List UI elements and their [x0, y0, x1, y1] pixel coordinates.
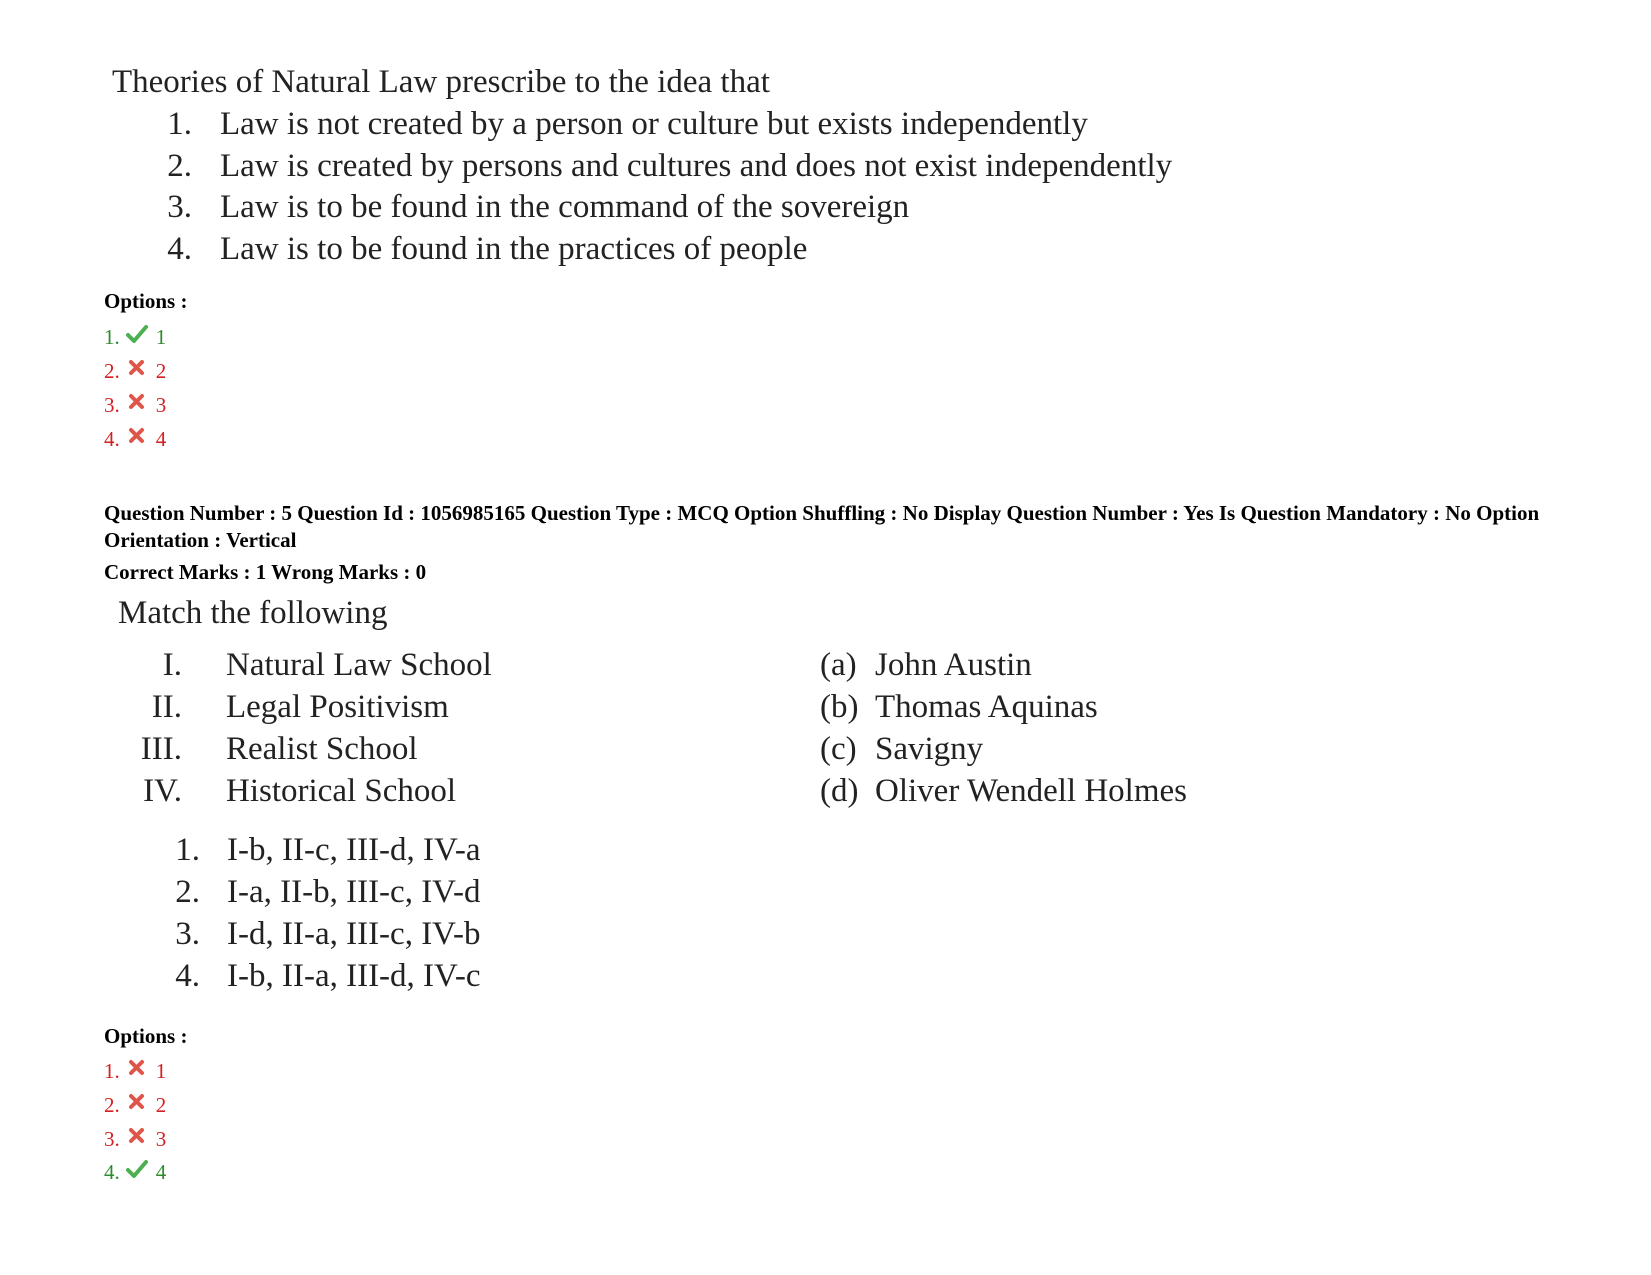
q5-choice-text: I-d, II-a, III-c, IV-b — [227, 916, 481, 952]
q4-option-2 — [104, 359, 166, 384]
q5-option-1 — [104, 1059, 166, 1084]
check-mark-icon — [126, 1159, 148, 1179]
cross-mark-icon — [126, 1058, 148, 1078]
q5-left-number: II. — [151, 689, 182, 725]
option-value: 1 — [155, 325, 167, 349]
q4-statement-number: 2. — [167, 148, 192, 184]
q5-right-number: (c) — [820, 731, 857, 767]
option-number: 2. — [104, 359, 120, 383]
q5-right-number: (a) — [820, 647, 857, 683]
option-number: 2. — [104, 1093, 120, 1117]
q4-statement-number: 4. — [167, 231, 192, 267]
q5-left-number: IV. — [143, 773, 182, 809]
q5-option-3 — [104, 1127, 166, 1152]
q5-right-text: Oliver Wendell Holmes — [875, 773, 1188, 809]
q4-statement-number: 3. — [167, 189, 192, 225]
q5-stem: Match the following — [118, 595, 388, 631]
option-value: 3 — [155, 1127, 167, 1151]
q5-left-number: I. — [162, 647, 182, 683]
option-number: 4. — [104, 427, 120, 451]
q5-left-text: Natural Law School — [226, 647, 492, 683]
cross-mark-icon — [126, 426, 148, 446]
q5-option-2 — [104, 1093, 166, 1118]
q5-option-4 — [104, 1160, 166, 1185]
q4-statement-text: Law is to be found in the command of the sovereign — [220, 189, 910, 225]
q5-marks-line: Correct Marks : 1 Wrong Marks : 0 — [104, 560, 427, 584]
q5-choice-number: 3. — [175, 916, 200, 952]
q4-option-4 — [104, 427, 166, 452]
option-number: 3. — [104, 393, 120, 417]
cross-mark-icon — [126, 392, 148, 412]
q5-choice-number: 4. — [175, 958, 200, 994]
q5-left-number: III. — [140, 731, 182, 767]
q4-options-label: Options : — [104, 289, 188, 313]
q5-left-text: Historical School — [226, 773, 457, 809]
option-value: 2 — [155, 359, 167, 383]
option-value: 1 — [155, 1059, 167, 1083]
q5-meta-line: Question Number : 5 Question Id : 1056985165 Question Type : MCQ Option Shuffling : No Display Question Number : Yes Is Question Mandatory : No Option Orientation : Vertical — [104, 501, 1540, 552]
q4-option-1 — [104, 325, 166, 350]
q5-right-number: (b) — [820, 689, 859, 725]
option-value: 3 — [155, 393, 167, 417]
q5-right-text: Thomas Aquinas — [875, 689, 1098, 725]
q5-right-text: Savigny — [875, 731, 984, 767]
option-value: 2 — [155, 1093, 167, 1117]
q5-choice-text: I-b, II-c, III-d, IV-a — [227, 832, 481, 868]
q5-choice-text: I-b, II-a, III-d, IV-c — [227, 958, 481, 994]
check-mark-icon — [126, 324, 148, 344]
q5-left-text: Realist School — [226, 731, 418, 767]
option-number: 1. — [104, 325, 120, 349]
q4-statement-text: Law is not created by a person or culture but exists independently — [220, 106, 1088, 142]
q5-choice-text: I-a, II-b, III-c, IV-d — [227, 874, 481, 910]
q4-stem: Theories of Natural Law prescribe to the idea that — [112, 64, 770, 100]
q5-options-label: Options : — [104, 1024, 188, 1048]
q4-statement-number: 1. — [167, 106, 192, 142]
cross-mark-icon — [126, 358, 148, 378]
option-number: 3. — [104, 1127, 120, 1151]
option-value: 4 — [155, 1160, 167, 1184]
q5-left-text: Legal Positivism — [226, 689, 449, 725]
q5-right-number: (d) — [820, 773, 859, 809]
cross-mark-icon — [126, 1126, 148, 1146]
option-number: 4. — [104, 1160, 120, 1184]
q5-choice-number: 2. — [175, 874, 200, 910]
q5-right-text: John Austin — [875, 647, 1032, 683]
option-value: 4 — [155, 427, 167, 451]
q4-option-3 — [104, 393, 166, 418]
option-number: 1. — [104, 1059, 120, 1083]
q4-statement-text: Law is created by persons and cultures and does not exist independently — [220, 148, 1173, 184]
q5-choice-number: 1. — [175, 832, 200, 868]
cross-mark-icon — [126, 1092, 148, 1112]
q4-statement-text: Law is to be found in the practices of people — [220, 231, 808, 267]
